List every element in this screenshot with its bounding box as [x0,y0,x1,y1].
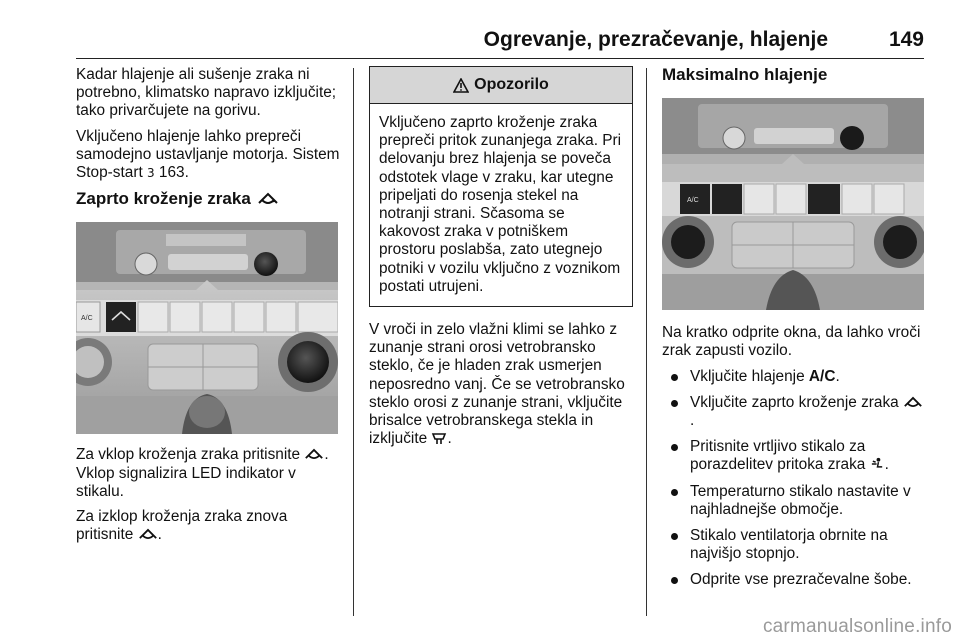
column-1 [76,66,342,551]
warning-triangle-icon [453,78,469,93]
column-3 [662,66,926,598]
paragraph-stop-start: Vključeno hlajenje lahko prepreči samodejno ustavljanje motorja. Sistem Stop-start 3 163. [76,127,340,182]
paragraph-fuel: Kadar hlajenje ali sušenje zraka ni potrebno, klimatsko napravo izključite; tako privarčujete na gorivu. [76,66,337,120]
list-item: Odprite vse prezračevalne šobe. [662,571,926,589]
recirculation-icon [903,396,923,409]
recirculation-button [712,184,742,214]
ac-button-label: A/C [687,197,699,205]
warning-header: Opozorilo [370,67,632,104]
recirculation-button [106,302,136,332]
climate-panel-photo-recirculation [76,222,338,434]
airflow-button [808,184,840,214]
warning-text: Vključeno zaprto kroženje zraka prepreči pritok zunanjega zraka. Pri delovanju brez hlajenja se poveča odstotek vlage v zraku, kar utegne pripeljati do rosenja stekel na notranji strani. Sčasoma se kakovost zraka v potniškem prostoru poslabša, zato utegnejo potniki v vozilu vključno z voznikom postati utrujeni. [379,114,622,295]
paragraph-open-windows: Na kratko odprite okna, da lahko vroči zrak zapusti vozilo. [662,324,921,360]
list-item: Stikalo ventilatorja obrnite na najvišjo stopnjo. [662,527,926,563]
list-item: Vključite hlajenje A/C. [662,368,926,386]
paragraph-windshield-fog: V vroči in zelo vlažni klimi se lahko z zunanje strani orosi vetrobransko steklo, če je hladen zrak usmerjen neposredno vanj. Če se vetrobransko steklo orosi z zunanje strani, vključite brisalce vetrobranskega stekla in izključite . [369,321,625,448]
caption-recirculation-off: Za izklop kroženja zraka znova pritisnite . [76,508,288,544]
section-heading-recirculation: Zaprto kroženje zraka [76,190,342,208]
column-divider-2 [646,68,647,616]
section-heading-max-cooling: Maksimalno hlajenje [662,65,828,84]
watermark: carmanualsonline.info [762,616,952,637]
warning-box [369,66,633,307]
page-header [76,24,924,59]
recirculation-icon [138,528,158,541]
list-item: Vključite zaprto kroženje zraka . [662,394,926,430]
column-2 [369,66,635,455]
ac-button-label: A/C [81,315,93,323]
list-item: Temperaturno stikalo nastavite v najhladnejše območje. [662,483,926,519]
climate-panel-photo-max-cooling [662,98,924,310]
airflow-distribution-icon [870,457,885,471]
recirculation-icon [257,192,279,206]
caption-recirculation-on: Za vklop kroženja zraka pritisnite . Vklop signalizira LED indikator v stikalu. [76,446,329,500]
recirculation-icon [304,448,324,461]
max-cooling-steps [662,368,926,590]
page-number: 149 [888,28,924,51]
list-item: Pritisnite vrtljivo stikalo za porazdelitev pritoka zraka . [662,438,926,474]
page-title: Ogrevanje, prezračevanje, hlajenje [483,28,828,51]
page-reference-arrow: 3 [147,166,155,181]
column-divider-1 [353,68,354,616]
windshield-airflow-icon [431,431,447,445]
